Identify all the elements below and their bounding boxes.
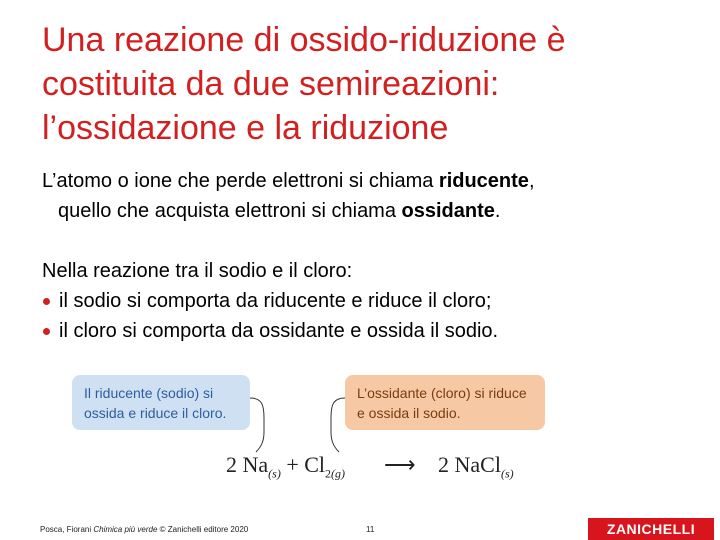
reducing-agent-box xyxy=(72,375,250,430)
oxidizing-agent-box xyxy=(345,375,545,430)
product-state: (s) xyxy=(500,466,514,481)
credit-authors: Posca, Fiorani xyxy=(40,525,94,534)
zanichelli-logo: ZANICHELLI xyxy=(588,518,714,540)
orange-connector-line xyxy=(331,398,345,452)
product-term: 2 NaCl xyxy=(438,452,501,477)
term-ossidante: ossidante xyxy=(401,200,495,222)
bullet-text: il cloro si comporta da ossidante e ossida il sodio. xyxy=(59,320,499,342)
reducing-agent-line-2: ossida e riduce il cloro. xyxy=(84,405,227,421)
credit-publisher: © Zanichelli editore 2020 xyxy=(157,525,249,534)
bullet-text: il sodio si comporta da riducente e riduce il cloro; xyxy=(59,290,492,312)
credit-book-title: Chimica più verde xyxy=(93,525,158,534)
term-riducente: riducente xyxy=(438,170,529,192)
chlorine-term: Cl xyxy=(304,452,326,477)
reducing-agent-line-1: Il riducente (sodio) si xyxy=(84,385,214,401)
blue-connector-line xyxy=(250,398,264,452)
oxidizing-agent-line-1: L’ossidante (cloro) si riduce xyxy=(357,385,527,401)
definition-text: L’atomo o ione che perde elettroni si chiama xyxy=(42,170,439,192)
equation-product xyxy=(438,452,514,481)
chlorine-state: (g) xyxy=(331,466,346,481)
footer-credit xyxy=(40,525,248,534)
definition-punct: , xyxy=(528,170,535,192)
reaction-arrow: ⟶ xyxy=(384,452,416,477)
chlorine-subscript: 2 xyxy=(325,466,332,481)
definition-punct: . xyxy=(494,200,501,222)
plus-sign: + xyxy=(286,452,299,477)
sodium-term: 2 Na xyxy=(226,452,269,477)
sodium-state: (s) xyxy=(268,466,281,481)
equation-reactants xyxy=(226,452,345,481)
page-number: 11 xyxy=(366,525,375,534)
definition-text: quello che acquista elettroni si chiama xyxy=(58,200,402,222)
title-line-1: Una reazione di ossido-riduzione è xyxy=(42,21,566,59)
oxidizing-agent-line-2: e ossida il sodio. xyxy=(357,405,461,421)
example-intro: Nella reazione tra il sodio e il cloro: xyxy=(42,260,353,282)
title-line-2: costituita da due semireazioni: xyxy=(42,65,500,103)
title-line-3: l’ossidazione e la riduzione xyxy=(42,109,449,147)
